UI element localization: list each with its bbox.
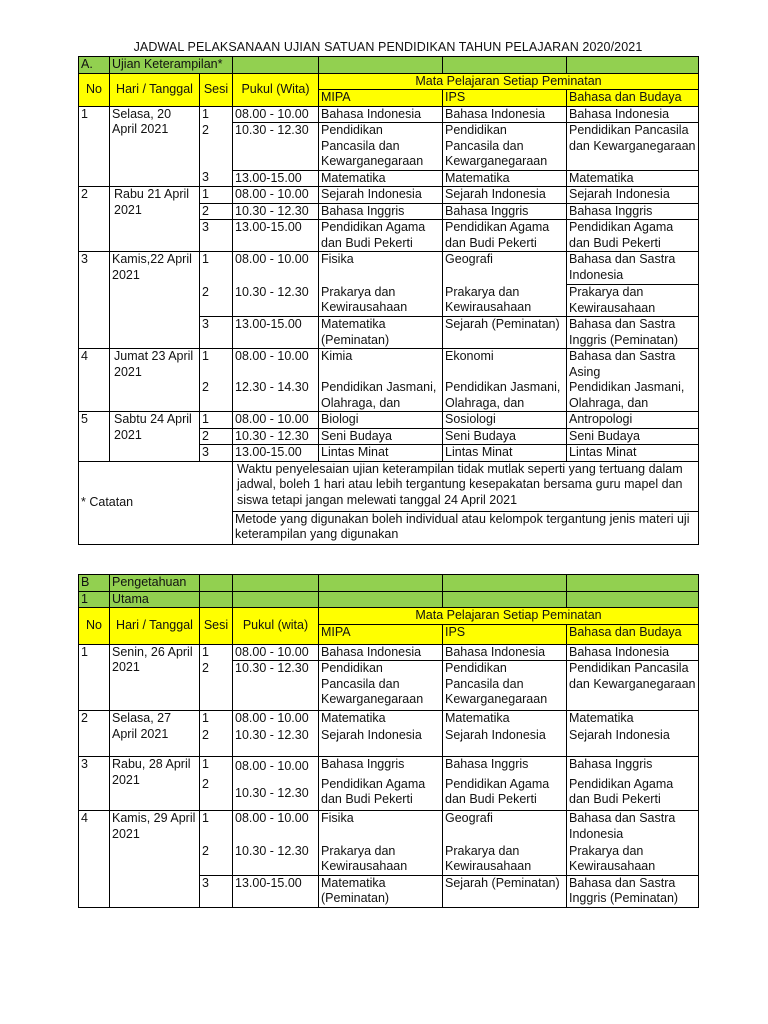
subject-mipa: Matematika (Peminatan) [319, 317, 443, 349]
subject-ips: Matematika [443, 170, 567, 187]
subject-bahasa: Matematika [567, 170, 699, 187]
session-time: 13.00-15.00 [233, 445, 319, 462]
subject-ips: Sejarah (Peminatan) [443, 317, 567, 349]
subject-ips: Pendidikan Agama dan Budi Pekerti [443, 777, 567, 811]
subject-mipa: Sejarah Indonesia [319, 187, 443, 204]
note-metode: Metode yang digunakan boleh individual atau kelompok tergantung jenis materi uji keterampilan yang digunakan [233, 511, 699, 544]
subject-mipa: Bahasa Indonesia [319, 106, 443, 123]
session-number: 2 [200, 380, 233, 412]
day-date: Rabu 21 April 2021 [110, 187, 200, 252]
subject-ips: Pendidikan Jasmani, Olahraga, dan [443, 380, 567, 412]
session-number: 1 [200, 644, 233, 661]
day-date: Sabtu 24 April 2021 [110, 412, 200, 462]
session-number: 2 [200, 777, 233, 811]
session-number: 2 [200, 728, 233, 757]
subject-ips: Sosiologi [443, 412, 567, 429]
subject-bahasa: Bahasa dan Sastra Inggris (Peminatan) [567, 875, 699, 907]
subject-bahasa: Bahasa dan Sastra Inggris (Peminatan) [567, 317, 699, 349]
session-number: 1 [200, 811, 233, 844]
subject-ips: Seni Budaya [443, 428, 567, 445]
subject-ips: Prakarya dan Kewirausahaan [443, 285, 567, 317]
day-date: Selasa, 27 April 2021 [110, 711, 200, 757]
header-pukul: Pukul (Wita) [233, 73, 319, 106]
subject-bahasa: Bahasa dan Sastra Asing [567, 349, 699, 381]
session-number: 1 [200, 106, 233, 123]
session-time: 08.00 - 10.00 [233, 757, 319, 777]
subject-mipa: Seni Budaya [319, 428, 443, 445]
day-date: Senin, 26 April 2021 [110, 644, 200, 711]
session-time: 08.00 - 10.00 [233, 187, 319, 204]
header-no: No [79, 608, 110, 645]
header-mata-pelajaran: Mata Pelajaran Setiap Peminatan [319, 73, 699, 90]
subject-mipa: Fisika [319, 811, 443, 844]
subject-bahasa: Bahasa Indonesia [567, 644, 699, 661]
session-number: 3 [200, 170, 233, 187]
subject-bahasa: Bahasa Inggris [567, 757, 699, 777]
session-number: 3 [200, 220, 233, 252]
header-mipa: MIPA [319, 624, 443, 644]
session-number: 3 [200, 445, 233, 462]
subject-mipa: Pendidikan Agama dan Budi Pekerti [319, 220, 443, 252]
subject-ips: Prakarya dan Kewirausahaan [443, 844, 567, 876]
subject-bahasa: Bahasa dan Sastra Indonesia [567, 252, 699, 285]
session-number: 1 [200, 711, 233, 728]
subject-bahasa: Pendidikan Pancasila dan Kewarganegaraan [567, 661, 699, 711]
subject-ips: Matematika [443, 711, 567, 728]
subject-ips: Sejarah Indonesia [443, 728, 567, 757]
session-time: 08.00 - 10.00 [233, 711, 319, 728]
session-number: 2 [200, 661, 233, 711]
section-label: B [79, 575, 110, 592]
session-number: 1 [200, 187, 233, 204]
day-date: Kamis, 29 April 2021 [110, 811, 200, 908]
day-number: 3 [79, 757, 110, 811]
subject-mipa: Matematika [319, 711, 443, 728]
day-number: 1 [79, 106, 110, 187]
subject-mipa: Biologi [319, 412, 443, 429]
subject-ips: Sejarah Indonesia [443, 187, 567, 204]
subject-mipa: Pendidikan Pancasila dan Kewarganegaraan [319, 123, 443, 171]
subject-bahasa: Pendidikan Agama dan Budi Pekerti [567, 777, 699, 811]
day-date: Selasa, 20 April 2021 [110, 106, 200, 187]
subject-ips: Sejarah (Peminatan) [443, 875, 567, 907]
session-number: 1 [200, 757, 233, 777]
catatan-label: * Catatan [79, 461, 233, 544]
session-time: 10.30 - 12.30 [233, 728, 319, 757]
day-number: 1 [79, 644, 110, 711]
session-number: 3 [200, 317, 233, 349]
header-sesi: Sesi [200, 73, 233, 106]
subject-bahasa: Seni Budaya [567, 428, 699, 445]
subject-mipa: Pendidikan Pancasila dan Kewarganegaraan [319, 661, 443, 711]
subject-mipa: Pendidikan Jasmani, Olahraga, dan [319, 380, 443, 412]
subject-ips: Pendidikan Pancasila dan Kewarganegaraan [443, 661, 567, 711]
header-ips: IPS [443, 624, 567, 644]
session-time: 10.30 - 12.30 [233, 661, 319, 711]
header-bahasa-budaya: Bahasa dan Budaya [567, 90, 699, 107]
subject-bahasa: Prakarya dan Kewirausahaan [567, 844, 699, 876]
session-time: 08.00 - 10.00 [233, 412, 319, 429]
session-number: 2 [200, 844, 233, 876]
day-date: Rabu, 28 April 2021 [110, 757, 200, 811]
subject-bahasa: Lintas Minat [567, 445, 699, 462]
session-time: 12.30 - 14.30 [233, 380, 319, 412]
subject-ips: Pendidikan Agama dan Budi Pekerti [443, 220, 567, 252]
schedule-table-keterampilan [78, 56, 699, 545]
session-time: 10.30 - 12.30 [233, 285, 319, 317]
header-sesi: Sesi [200, 608, 233, 645]
subject-ips: Bahasa Indonesia [443, 644, 567, 661]
session-number: 2 [200, 285, 233, 317]
session-number: 1 [200, 252, 233, 285]
subject-bahasa: Bahasa dan Sastra Indonesia [567, 811, 699, 844]
subject-bahasa: Sejarah Indonesia [567, 187, 699, 204]
subject-mipa: Matematika (Peminatan) [319, 875, 443, 907]
session-time: 10.30 - 12.30 [233, 123, 319, 171]
day-date: Kamis,22 April 2021 [110, 252, 200, 349]
header-hari-tanggal: Hari / Tanggal [110, 608, 200, 645]
session-time: 08.00 - 10.00 [233, 349, 319, 381]
subject-ips: Bahasa Inggris [443, 203, 567, 220]
subject-bahasa: Antropologi [567, 412, 699, 429]
section-label: A. [79, 57, 110, 74]
session-number: 2 [200, 203, 233, 220]
session-time: 08.00 - 10.00 [233, 811, 319, 844]
subject-mipa: Bahasa Indonesia [319, 644, 443, 661]
day-number: 3 [79, 252, 110, 349]
subject-bahasa: Bahasa Inggris [567, 203, 699, 220]
subject-ips: Pendidikan Pancasila dan Kewarganegaraan [443, 123, 567, 171]
subject-bahasa: Pendidikan Pancasila dan Kewarganegaraan [567, 123, 699, 171]
day-number: 2 [79, 711, 110, 757]
subject-mipa: Prakarya dan Kewirausahaan [319, 844, 443, 876]
section-name: Pengetahuan [110, 575, 200, 592]
subject-mipa: Pendidikan Agama dan Budi Pekerti [319, 777, 443, 811]
subject-mipa: Fisika [319, 252, 443, 285]
session-number: 2 [200, 428, 233, 445]
subsection-name: Utama [110, 591, 200, 608]
session-number: 2 [200, 123, 233, 171]
subsection-label: 1 [79, 591, 110, 608]
session-number: 3 [200, 875, 233, 907]
header-ips: IPS [443, 90, 567, 107]
section-name: Ujian Keterampilan* [110, 57, 233, 74]
subject-ips: Bahasa Indonesia [443, 106, 567, 123]
subject-bahasa: Pendidikan Agama dan Budi Pekerti [567, 220, 699, 252]
subject-mipa: Bahasa Inggris [319, 757, 443, 777]
session-time: 08.00 - 10.00 [233, 252, 319, 285]
session-time: 10.30 - 12.30 [233, 844, 319, 876]
day-date: Jumat 23 April 2021 [110, 349, 200, 412]
subject-mipa: Matematika [319, 170, 443, 187]
subject-mipa: Bahasa Inggris [319, 203, 443, 220]
schedule-table-pengetahuan [78, 574, 699, 908]
header-mipa: MIPA [319, 90, 443, 107]
session-time: 10.30 - 12.30 [233, 203, 319, 220]
session-number: 1 [200, 412, 233, 429]
subject-ips: Lintas Minat [443, 445, 567, 462]
subject-bahasa: Prakarya dan Kewirausahaan [567, 285, 699, 317]
subject-ips: Geografi [443, 252, 567, 285]
session-time: 13.00-15.00 [233, 170, 319, 187]
subject-ips: Bahasa Inggris [443, 757, 567, 777]
session-time: 10.30 - 12.30 [233, 777, 319, 811]
subject-mipa: Prakarya dan Kewirausahaan [319, 285, 443, 317]
session-time: 10.30 - 12.30 [233, 428, 319, 445]
subject-mipa: Sejarah Indonesia [319, 728, 443, 757]
subject-ips: Geografi [443, 811, 567, 844]
day-number: 4 [79, 811, 110, 908]
subject-bahasa: Matematika [567, 711, 699, 728]
session-time: 13.00-15.00 [233, 875, 319, 907]
document-title: JADWAL PELAKSANAAN UJIAN SATUAN PENDIDIKAN TAHUN PELAJARAN 2020/2021 [133, 40, 643, 54]
subject-mipa: Lintas Minat [319, 445, 443, 462]
session-time: 13.00-15.00 [233, 220, 319, 252]
note-waktu: Waktu penyelesaian ujian keterampilan tidak mutlak seperti yang tertuang dalam jadwal, boleh 1 hari atau lebih tergantung kesepakatan bersama guru mapel dan siswa tetapi jangan melewati tanggal 24 April 2021 [233, 461, 699, 511]
day-number: 2 [79, 187, 110, 252]
session-time: 08.00 - 10.00 [233, 106, 319, 123]
subject-bahasa: Bahasa Indonesia [567, 106, 699, 123]
header-pukul: Pukul (wita) [233, 608, 319, 645]
session-time: 08.00 - 10.00 [233, 644, 319, 661]
session-time: 13.00-15.00 [233, 317, 319, 349]
subject-bahasa: Sejarah Indonesia [567, 728, 699, 757]
day-number: 5 [79, 412, 110, 462]
subject-bahasa: Pendidikan Jasmani, Olahraga, dan [567, 380, 699, 412]
day-number: 4 [79, 349, 110, 412]
subject-ips: Ekonomi [443, 349, 567, 381]
header-mata-pelajaran: Mata Pelajaran Setiap Peminatan [319, 608, 699, 625]
header-bahasa-budaya: Bahasa dan Budaya [567, 624, 699, 644]
subject-mipa: Kimia [319, 349, 443, 381]
header-hari-tanggal: Hari / Tanggal [110, 73, 200, 106]
header-no: No [79, 73, 110, 106]
session-number: 1 [200, 349, 233, 381]
